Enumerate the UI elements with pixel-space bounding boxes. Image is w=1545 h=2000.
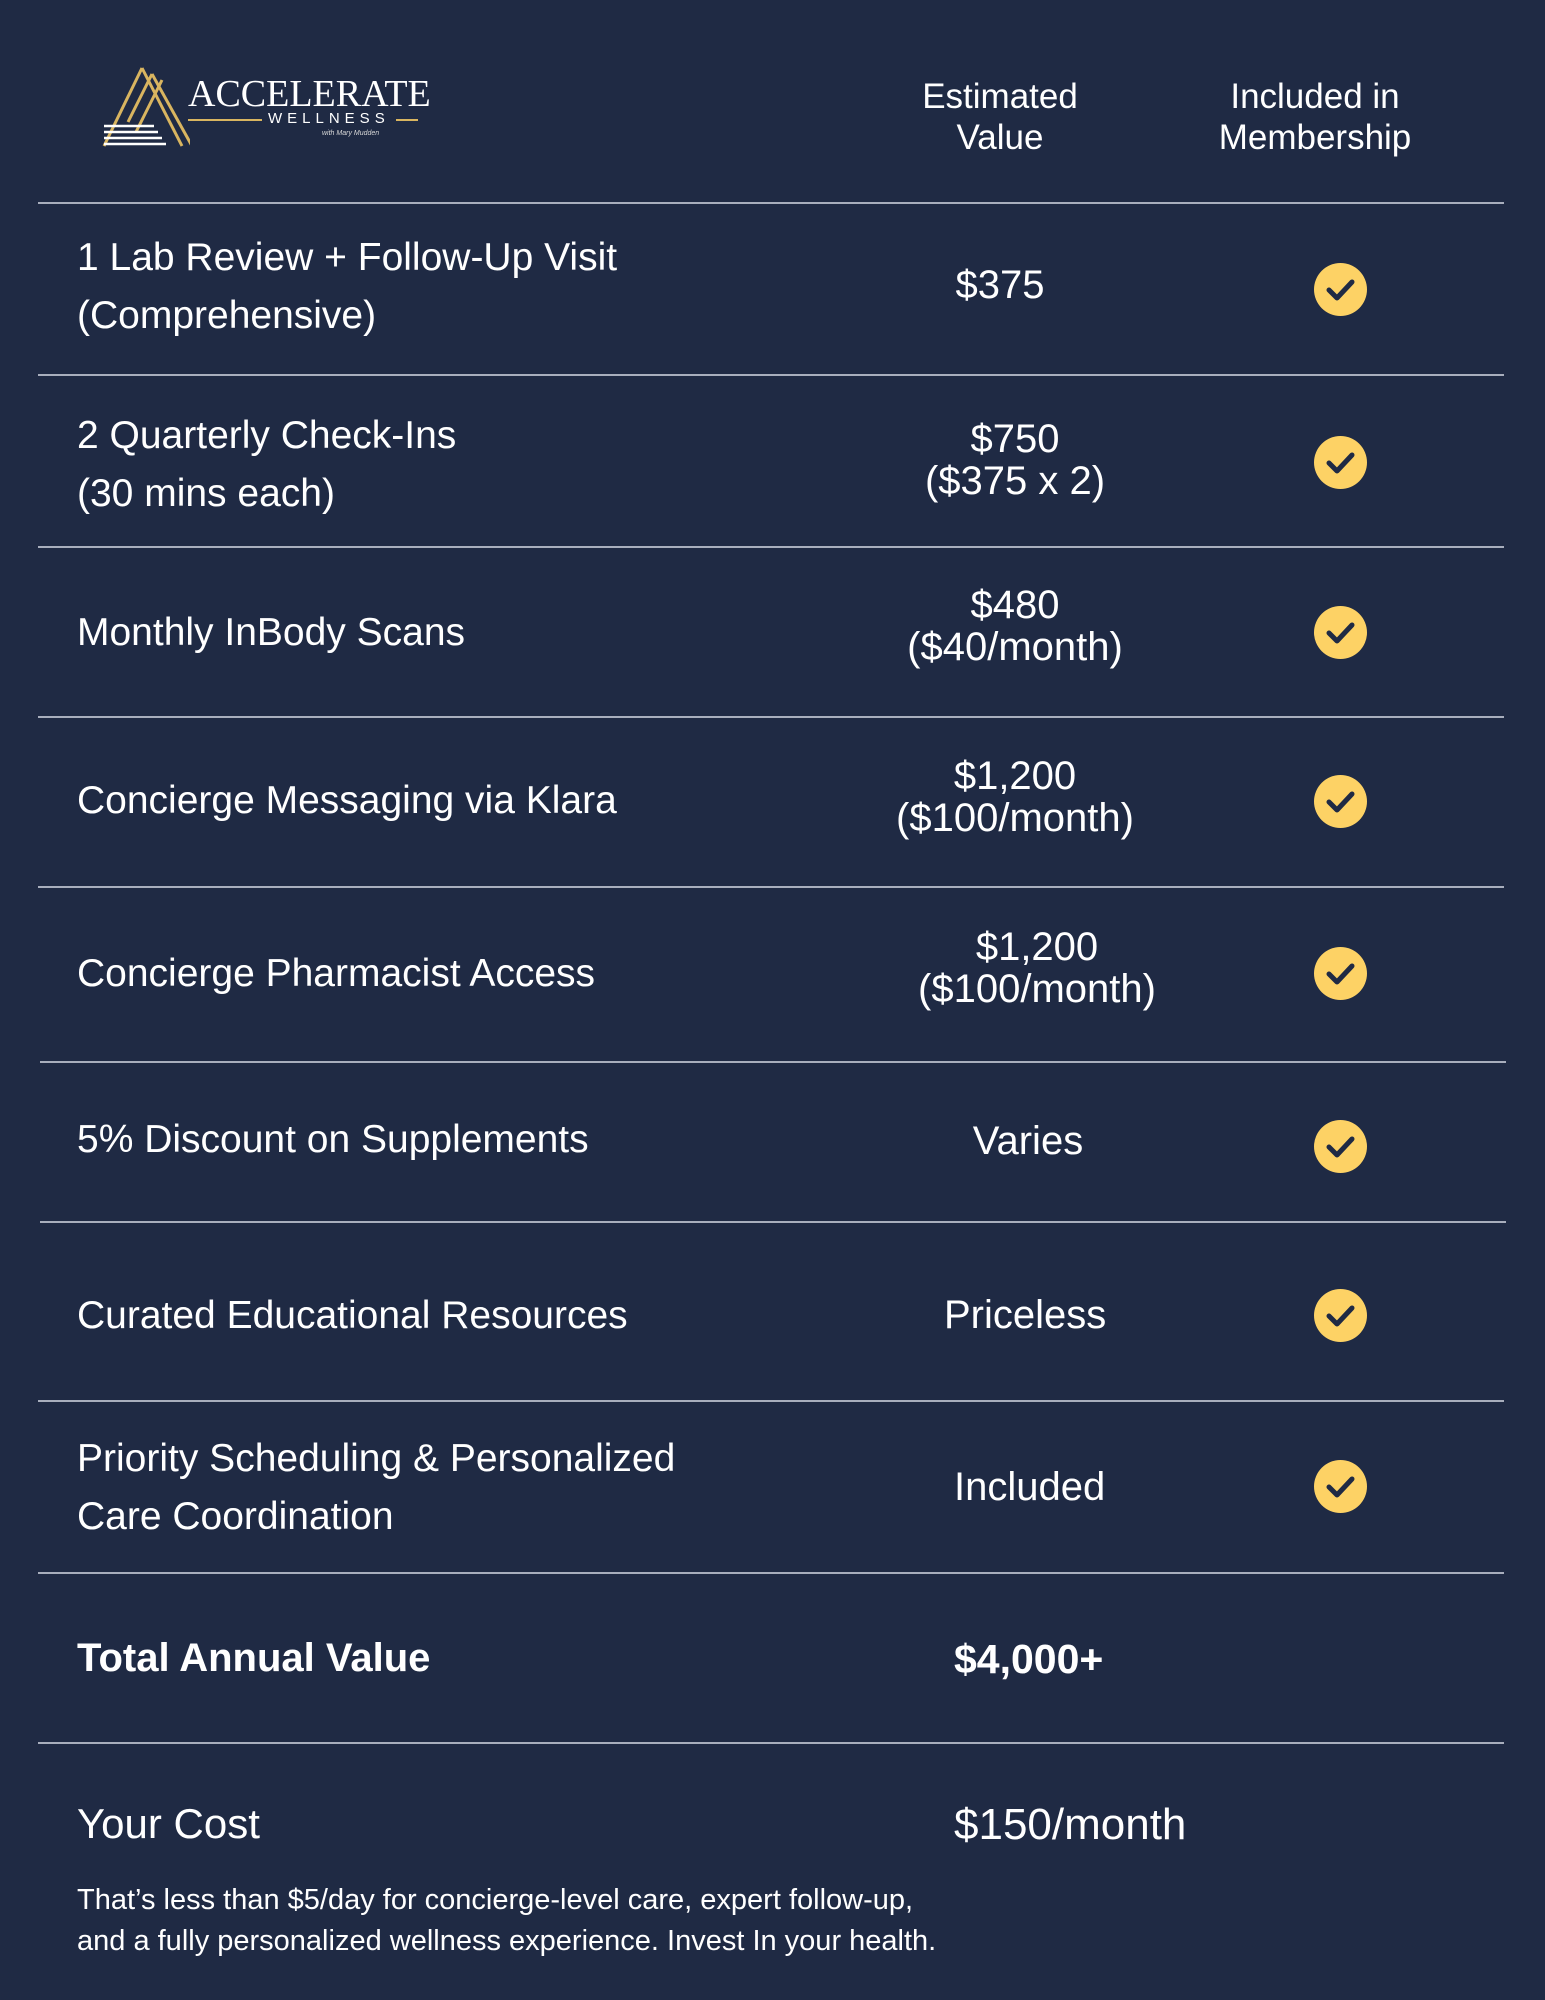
item-label-line1: 1 Lab Review + Follow-Up Visit bbox=[77, 236, 618, 279]
brand-divider-right bbox=[396, 119, 418, 121]
item-label bbox=[77, 1111, 589, 1169]
item-label bbox=[77, 1430, 675, 1546]
item-label-line2: (Comprehensive) bbox=[77, 294, 377, 337]
item-label-line2: Care Coordination bbox=[77, 1495, 394, 1538]
check-circle-icon bbox=[1314, 947, 1367, 1000]
item-label-line1: Curated Educational Resources bbox=[77, 1294, 628, 1337]
column-header-estimated-value bbox=[880, 76, 1120, 158]
item-label bbox=[77, 604, 465, 662]
item-label bbox=[77, 772, 617, 830]
row-divider bbox=[38, 202, 1504, 204]
row-divider bbox=[38, 716, 1504, 718]
footnote-line1: That’s less than $5/day for concierge-level care, expert follow-up, bbox=[77, 1884, 914, 1916]
item-value-line1: Included bbox=[954, 1465, 1106, 1509]
triangle-logo-icon bbox=[100, 62, 190, 152]
brand-divider-left bbox=[188, 119, 262, 121]
item-value-line2: ($100/month) bbox=[918, 967, 1156, 1011]
brand-tagline: with Mary Mudden bbox=[322, 130, 380, 137]
item-label-line1: Priority Scheduling & Personalized bbox=[77, 1437, 676, 1480]
brand-logo bbox=[100, 62, 431, 152]
item-label bbox=[77, 1287, 628, 1345]
item-value bbox=[877, 926, 1197, 1010]
row-divider bbox=[40, 1221, 1506, 1223]
row-divider bbox=[38, 1742, 1504, 1744]
item-value-line2: ($100/month) bbox=[896, 796, 1134, 840]
item-value-line1: Varies bbox=[972, 1119, 1084, 1163]
item-label bbox=[77, 229, 617, 345]
item-value-line2: ($375 x 2) bbox=[924, 459, 1106, 503]
item-value-line1: $1,200 bbox=[975, 925, 1099, 969]
item-value bbox=[900, 264, 1100, 306]
row-divider bbox=[38, 1400, 1504, 1402]
item-value bbox=[880, 418, 1150, 502]
brand-name: ACCELERATE bbox=[188, 73, 431, 115]
item-label bbox=[77, 407, 456, 523]
check-circle-icon bbox=[1314, 606, 1367, 659]
your-cost-value: $150/month bbox=[954, 1800, 1187, 1849]
item-label bbox=[77, 945, 595, 1003]
row-divider bbox=[38, 546, 1504, 548]
row-divider bbox=[38, 1572, 1504, 1574]
header bbox=[0, 0, 1545, 200]
item-label-line1: Concierge Messaging via Klara bbox=[77, 779, 617, 822]
item-value-line2: ($40/month) bbox=[907, 625, 1123, 669]
check-circle-icon bbox=[1314, 1120, 1367, 1173]
check-circle-icon bbox=[1314, 1460, 1367, 1513]
item-value bbox=[855, 755, 1175, 839]
check-circle-icon bbox=[1314, 1289, 1367, 1342]
item-value bbox=[928, 1120, 1128, 1162]
item-label-line2: (30 mins each) bbox=[77, 472, 335, 515]
item-label-line1: Monthly InBody Scans bbox=[77, 611, 466, 654]
total-annual-value: $4,000+ bbox=[954, 1636, 1104, 1682]
item-value-line1: $480 bbox=[970, 583, 1060, 627]
item-value bbox=[954, 1466, 1154, 1508]
item-value-line1: Priceless bbox=[944, 1293, 1107, 1337]
check-circle-icon bbox=[1314, 263, 1367, 316]
column-header-included-line1: Included in bbox=[1230, 77, 1400, 116]
item-label-line1: 2 Quarterly Check-Ins bbox=[77, 414, 457, 457]
column-header-included bbox=[1165, 76, 1465, 158]
footnote bbox=[77, 1880, 1177, 1962]
check-circle-icon bbox=[1314, 436, 1367, 489]
footnote-line2: and a fully personalized wellness experience. Invest In your health. bbox=[77, 1925, 937, 1957]
your-cost-label: Your Cost bbox=[77, 1800, 260, 1847]
item-value bbox=[860, 584, 1170, 668]
item-value bbox=[944, 1294, 1144, 1336]
row-divider bbox=[40, 1061, 1506, 1063]
brand-sub: WELLNESS bbox=[268, 110, 390, 127]
column-header-value-line2: Value bbox=[956, 118, 1044, 157]
item-value-line1: $1,200 bbox=[953, 754, 1077, 798]
row-divider bbox=[38, 886, 1504, 888]
row-divider bbox=[38, 374, 1504, 376]
check-circle-icon bbox=[1314, 775, 1367, 828]
item-label-line1: 5% Discount on Supplements bbox=[77, 1118, 589, 1161]
column-header-value-line1: Estimated bbox=[922, 77, 1078, 116]
column-header-included-line2: Membership bbox=[1218, 118, 1412, 157]
total-annual-value-label: Total Annual Value bbox=[77, 1636, 431, 1680]
item-label-line1: Concierge Pharmacist Access bbox=[77, 952, 596, 995]
item-value-line1: $750 bbox=[970, 417, 1060, 461]
item-value-line1: $375 bbox=[955, 263, 1045, 307]
